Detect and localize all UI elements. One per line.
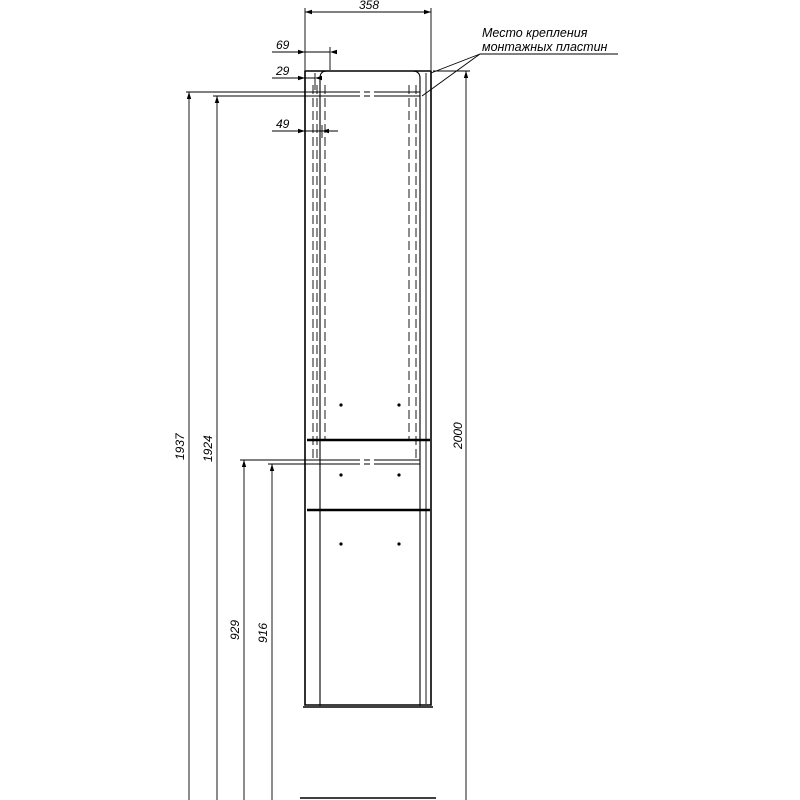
handle-hole [339,473,342,476]
handle-hole [339,403,342,406]
arrow-head [424,10,431,14]
arrow-head [315,76,322,80]
arrow-head [298,76,305,80]
cabinet-body [303,71,433,707]
arrow-head [464,71,468,78]
dim-label-69: 69 [276,38,290,52]
arrow-head [215,96,219,103]
dim-label-49: 49 [276,117,290,131]
arrow-head [187,92,191,99]
cabinet-front-contour [320,71,420,706]
cabinet-outline [305,71,431,705]
dim-label-2000: 2000 [451,422,465,449]
callout-text-line2: монтажных пластин [482,40,608,54]
top-dimensions [272,8,431,138]
dim-label-29: 29 [276,64,290,78]
door-separators [307,440,430,510]
left-dim-arrows [187,92,274,471]
callout-leader [422,54,618,96]
hidden-lines [313,85,420,462]
arrow-head [298,129,305,133]
handle-hole [397,542,400,545]
callout-leader-line-1 [431,54,480,73]
dim-label-1924: 1924 [201,435,215,462]
handle-hole [397,403,400,406]
arrow-head [330,50,337,54]
handle-holes [339,403,400,545]
arrow-head [322,129,329,133]
dim-label-1937: 1937 [173,433,187,460]
mounting-plate-lines [312,92,420,464]
arrow-head [298,50,305,54]
handle-hole [339,542,342,545]
arrow-head [242,460,246,467]
callout-text-line1: Место крепления [482,26,588,40]
dim-label-916: 916 [256,622,270,643]
dim-label-358: 358 [359,0,380,12]
arrow-head [270,464,274,471]
handle-hole [397,473,400,476]
arrow-head [305,10,312,14]
dim-label-929: 929 [228,619,242,640]
